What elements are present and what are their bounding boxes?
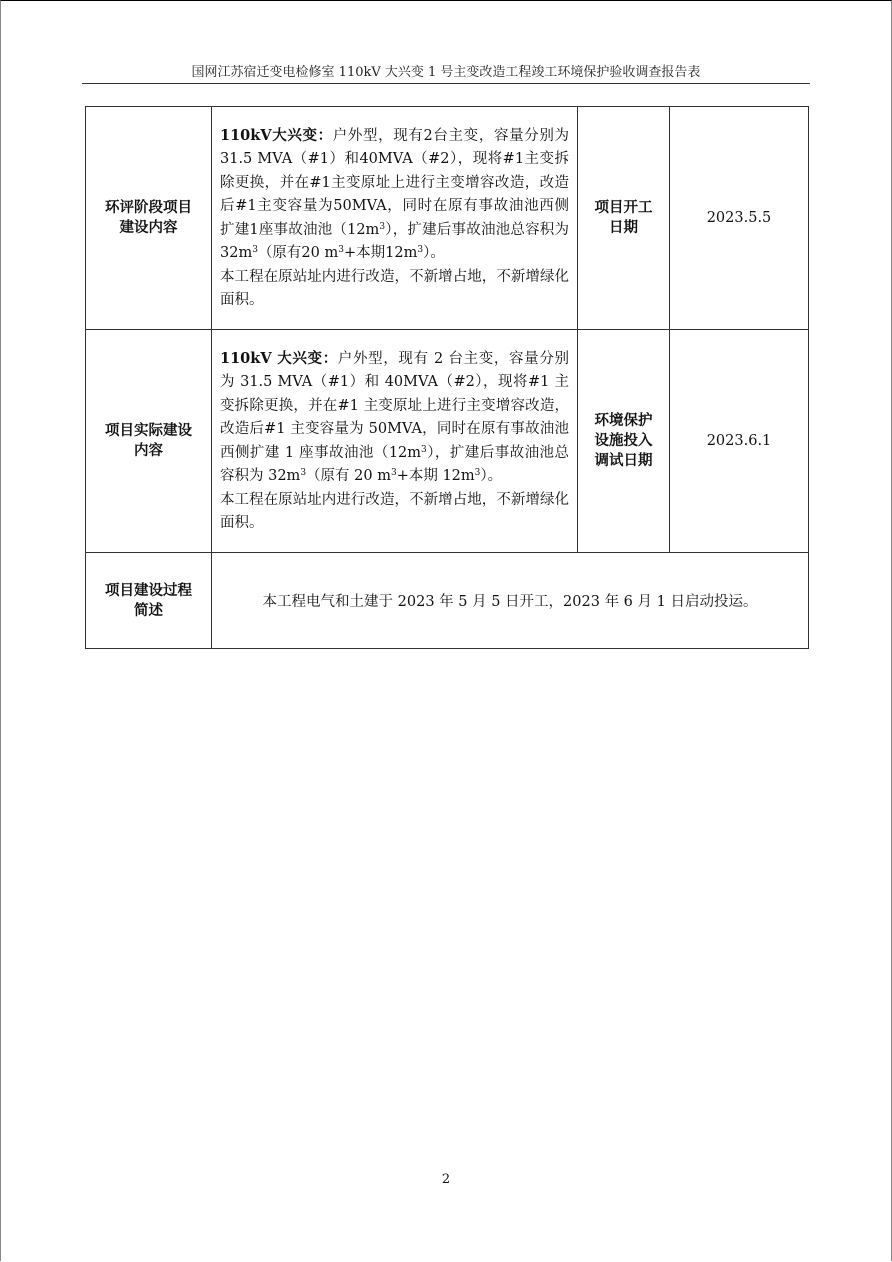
actual-content-paragraph-2: 本工程在原站址内进行改造，不新增占地，不新增绿化面积。: [220, 491, 569, 531]
superscript: 3: [338, 245, 344, 255]
planned-content-paragraph-2: 本工程在原站址内进行改造，不新增占地，不新增绿化面积。: [220, 268, 569, 308]
actual-content-text: +本期 12m: [396, 468, 475, 484]
row-label-actual-content: 项目实际建设内容: [86, 330, 212, 553]
planned-content-cell: [212, 107, 578, 330]
row-label-planned-content: 环评阶段项目建设内容: [86, 107, 212, 330]
commissioning-date-label: 环境保护设施投入调试日期: [578, 330, 670, 553]
superscript: 3: [379, 221, 386, 232]
actual-content-text: ）。: [480, 468, 503, 484]
page-header: 国网江苏宿迁变电检修室 110kV 大兴变 1 号主变改造工程竣工环境保护验收调查报告表: [191, 65, 701, 80]
process-summary-text: 本工程电气和土建于 2023 年 5 月 5 日开工，2023 年 6 月 1 日启动投运。: [212, 553, 809, 649]
table-row: [86, 107, 809, 330]
header-rule: [82, 83, 810, 84]
actual-content-cell: [212, 330, 578, 553]
superscript: 3: [421, 444, 427, 455]
table-row: [86, 330, 809, 553]
planned-content-text: 户外型，现有2台主变，容量分别为31.5 MVA（#1）和40MVA（#2），现将#1主变拆除更换，并在#1主变原址上进行主变增容改造，改造后#1主变容量为50MVA，同时在原有事故油池西侧扩建1座事故油池（12m: [220, 127, 569, 238]
planned-content-text: （原有20 m: [257, 245, 339, 261]
superscript: 3: [474, 468, 481, 478]
superscript: 3: [252, 245, 258, 255]
start-date-value: 2023.5.5: [670, 107, 809, 330]
actual-content-bold-prefix: 110kV 大兴变：: [220, 349, 338, 367]
planned-content-paragraph-1: [220, 124, 569, 266]
superscript: 3: [300, 468, 307, 478]
superscript: 3: [390, 468, 397, 478]
report-table: [85, 106, 809, 649]
actual-content-text: ），扩建后事故油池总容积为 32m: [220, 444, 569, 484]
commissioning-date-value: 2023.6.1: [670, 330, 809, 553]
actual-content-text: （原有 20 m: [306, 468, 391, 484]
start-date-label: 项目开工日期: [578, 107, 670, 330]
superscript: 3: [417, 245, 424, 255]
actual-content-text: 户外型，现有 2 台主变，容量分别为 31.5 MVA（#1）和 40MVA（#2），现将#1 主变拆除更换，并在#1 主变原址上进行主变增容改造，改造后#1 主变容量为 50MVA，同时在原有事故油池西侧扩建 1 座事故油池（12m: [220, 350, 569, 461]
planned-content-text: ）。: [423, 245, 445, 261]
page-number: 2: [441, 1172, 451, 1187]
row-label-process-summary: 项目建设过程简述: [86, 553, 212, 649]
planned-content-bold-prefix: 110kV大兴变：: [220, 126, 333, 144]
actual-content-paragraph-1: [220, 347, 569, 489]
planned-content-text: ），扩建后事故油池总容积为32m: [220, 221, 570, 261]
planned-content-text: +本期12m: [343, 245, 418, 261]
table-row: [86, 553, 809, 649]
